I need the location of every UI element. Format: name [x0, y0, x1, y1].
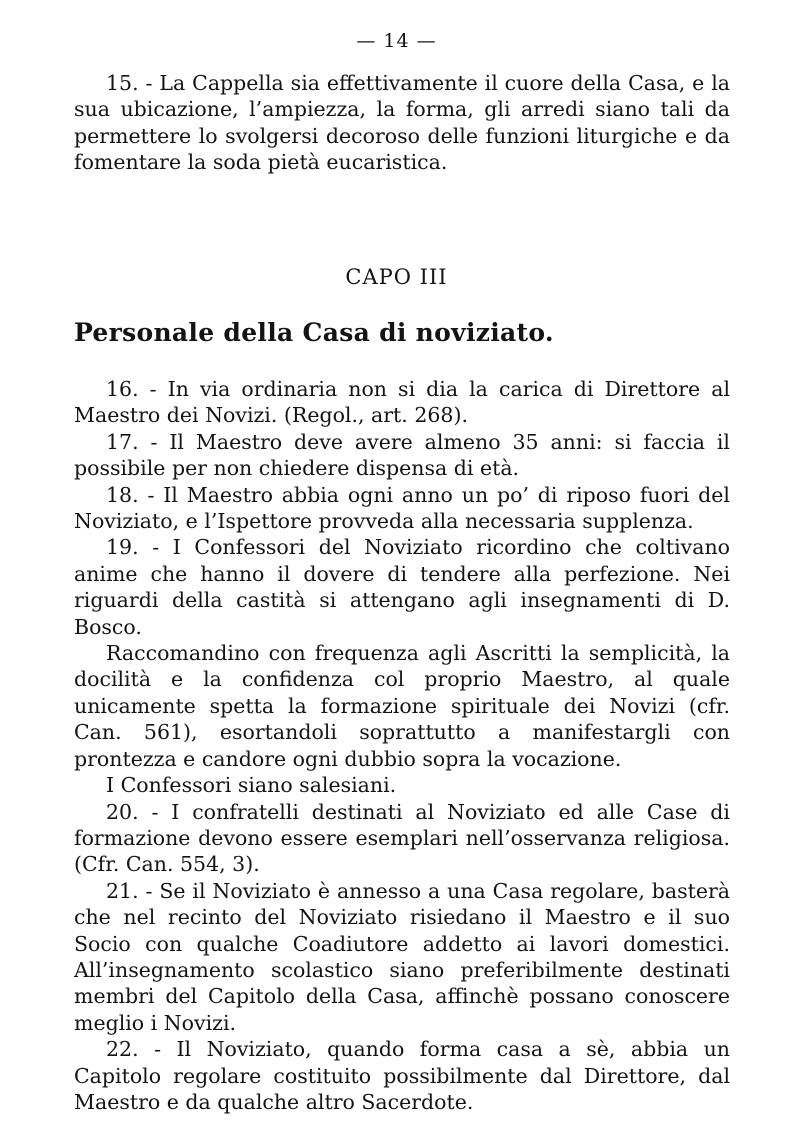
paragraph: 20. - I confratelli destinati al Noviziato ed alle Case di formazione devono essere esemplari nell’osservanza religiosa. (Cfr. Can. 554, 3).: [74, 799, 730, 877]
paragraph: 18. - Il Maestro abbia ogni anno un po’ di riposo fuori del Noviziato, e l’Ispettore provveda alla necessaria supplenza.: [74, 482, 730, 534]
paragraph: 17. - Il Maestro deve avere almeno 35 anni: si faccia il possibile per non chiedere dispensa di età.: [74, 429, 730, 481]
article-15-section: [74, 70, 730, 176]
paragraph: 15. - La Cappella sia effettivamente il cuore della Casa, e la sua ubicazione, l’ampiezza, la forma, gli arredi siano tali da permettere lo svolgersi decoroso delle funzioni liturgiche e da fomentare la soda pietà eucaristica.: [74, 71, 730, 175]
paragraph: 21. - Se il Noviziato è annesso a una Casa regolare, basterà che nel recinto del Noviziato risiedano il Maestro e il suo Socio con qualche Coadiutore addetto ai lavori domestici. All’insegnamento scolastico siano preferibilmente destinati membri del Capitolo della Casa, affinchè possano conoscere meglio i Novizi.: [74, 878, 730, 1035]
chapter-body: [74, 376, 730, 1115]
page-number: — 14 —: [356, 30, 437, 52]
chapter-label: CAPO III: [345, 265, 448, 289]
paragraph: 19. - I Confessori del Noviziato ricordino che coltivano anime che hanno il dovere di tendere alla perfezione. Nei riguardi della castità si attengano agli insegnamenti di D. Bosco.: [74, 535, 730, 639]
paragraph: I Confessori siano salesiani.: [106, 773, 397, 798]
paragraph: 16. - In via ordinaria non si dia la carica di Direttore al Maestro dei Novizi. (Regol., art. 268).: [74, 377, 730, 428]
chapter-title: Personale della Casa di noviziato.: [74, 318, 554, 347]
paragraph: Raccomandino con frequenza agli Ascritti la semplicità, la docilità e la confidenza col proprio Maestro, al quale unicamente spetta la formazione spirituale dei Novizi (cfr. Can. 561), esortandoli soprattutto a manifestargli con prontezza e candore ogni dubbio sopra la vocazione.: [74, 641, 730, 771]
paragraph: 22. - Il Noviziato, quando forma casa a sè, abbia un Capitolo regolare costituito possibilmente dal Direttore, dal Maestro e da qualche altro Sacerdote.: [74, 1037, 730, 1114]
